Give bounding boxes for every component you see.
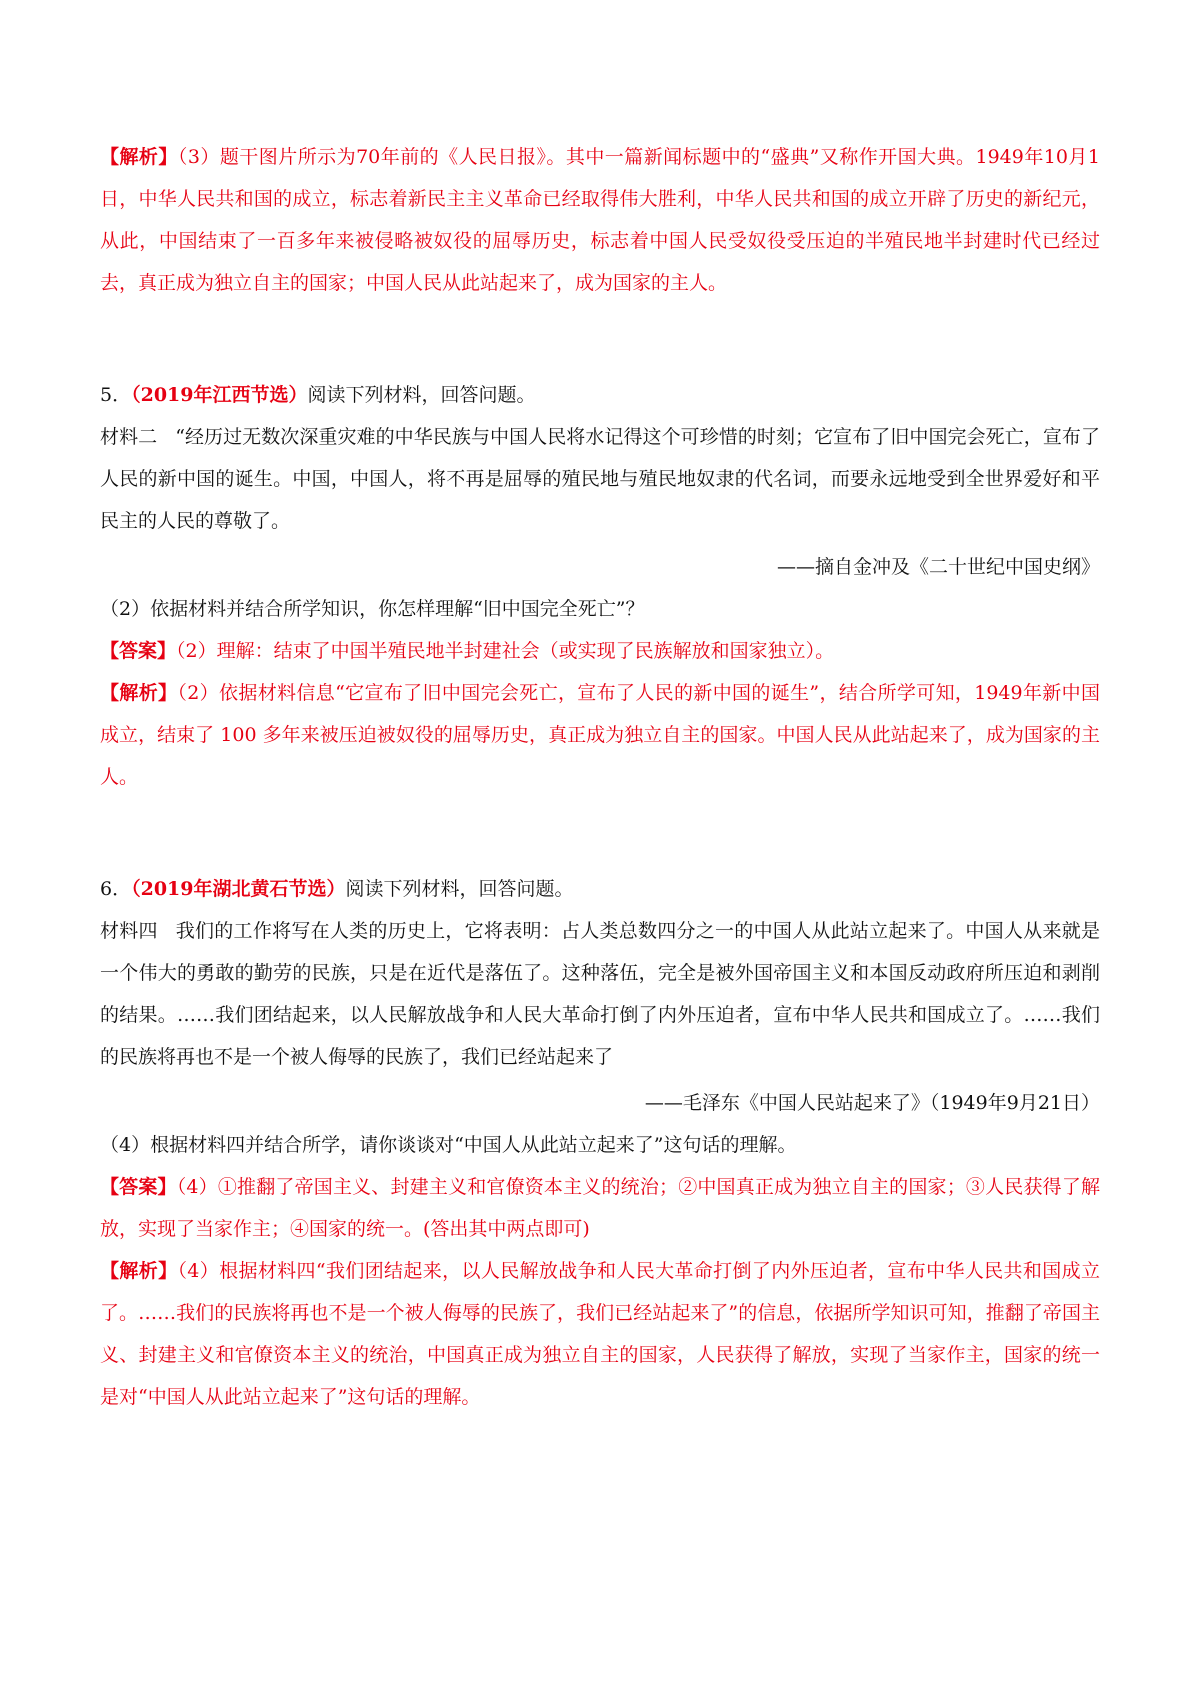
analysis-paragraph: [100, 136, 1100, 304]
answer-tag: 【答案】: [100, 640, 177, 662]
sub-question: （4）根据材料四并结合所学，请你谈谈对“中国人从此站立起来了”这句话的理解。: [100, 1134, 797, 1156]
question-number: 5．: [100, 384, 132, 406]
analysis-paragraph: [100, 1250, 1100, 1418]
question-5-header: [100, 374, 1100, 416]
material-paragraph: [100, 910, 1100, 1078]
question-prompt: 阅读下列材料，回答问题。: [345, 878, 574, 900]
answer-paragraph: [100, 630, 1100, 672]
analysis-tag: 【解析】: [100, 1260, 178, 1282]
material-label: 材料二: [100, 426, 158, 448]
answer-text: （2）理解：结束了中国半殖民地半封建社会（或实现了民族解放和国家独立）。: [176, 640, 835, 662]
analysis-tag: 【解析】: [100, 146, 178, 168]
answer-text: （4）①推翻了帝国主义、封建主义和官僚资本主义的统治；②中国真正成为独立自主的国家；③人民获得了解放，实现了当家作主；④国家的统一。(答出其中两点即可): [100, 1176, 1100, 1240]
question-prompt: 阅读下列材料，回答问题。: [307, 384, 536, 406]
material-source: ——摘自金冲及《二十世纪中国史纲》: [776, 556, 1100, 578]
answer-paragraph: [100, 1166, 1100, 1250]
material-label: 材料四: [100, 920, 158, 942]
analysis-text: （3）题干图片所示为70年前的《人民日报》。其中一篇新闻标题中的“盛典”又称作开国大典。1949年10月1日，中华人民共和国的成立，标志着新民主主义革命已经取得伟大胜利，中华人民共和国的成立开辟了历史的新纪元，从此，中国结束了一百多年来被侵略被奴役的屈辱历史，标志着中国人民受奴役受压迫的半殖民地半封建时代已经过去，真正成为独立自主的国家；中国人民从此站起来了，成为国家的主人。: [100, 146, 1100, 294]
question-6-header: [100, 868, 1100, 910]
answer-tag: 【答案】: [100, 1176, 177, 1198]
question-source-tag: （2019年江西节选）: [131, 384, 308, 406]
material-text: “经历过无数次深重灾难的中华民族与中国人民将水记得这个可珍惜的时刻；它宣布了旧中国完会死亡，宣布了人民的新中国的诞生。中国，中国人，将不再是屈辱的殖民地与殖民地奴隶的代名词，而要永远地受到全世界爱好和平民主的人民的尊敬了。: [100, 426, 1100, 532]
analysis-tag: 【解析】: [100, 682, 178, 704]
analysis-paragraph: [100, 672, 1100, 798]
material-text: 我们的工作将写在人类的历史上，它将表明：占人类总数四分之一的中国人从此站立起来了。中国人从来就是一个伟大的勇敢的勤劳的民族，只是在近代是落伍了。这种落伍，完全是被外国帝国主义和本国反动政府所压迫和剥削的结果。……我们团结起来，以人民解放战争和人民大革命打倒了内外压迫者，宣布中华人民共和国成立了。……我们的民族将再也不是一个被人侮辱的民族了，我们已经站起来了: [100, 920, 1100, 1068]
sub-question: （2）依据材料并结合所学知识，你怎样理解“旧中国完全死亡”？: [100, 598, 645, 620]
document-body: [100, 136, 1100, 1418]
question-number: 6．: [100, 878, 132, 900]
material-source: ——毛泽东《中国人民站起来了》（1949年9月21日）: [644, 1092, 1100, 1114]
analysis-text: （4）根据材料四“我们团结起来，以人民解放战争和人民大革命打倒了内外压迫者，宣布中华人民共和国成立了。……我们的民族将再也不是一个被人侮辱的民族了，我们已经站起来了”的信息，依据所学知识可知，推翻了帝国主义、封建主义和官僚资本主义的统治，中国真正成为独立自主的国家，人民获得了解放，实现了当家作主，国家的统一是对“中国人从此站立起来了”这句话的理解。: [100, 1260, 1100, 1408]
question-source-tag: （2019年湖北黄石节选）: [131, 878, 346, 900]
analysis-text: （2）依据材料信息“它宣布了旧中国完会死亡，宣布了人民的新中国的诞生”，结合所学可知，1949年新中国成立，结束了 100 多年来被压迫被奴役的屈辱历史，真正成为独立自主的国家。中国人民从此站起来了，成为国家的主人。: [100, 682, 1100, 788]
material-paragraph: [100, 416, 1100, 542]
